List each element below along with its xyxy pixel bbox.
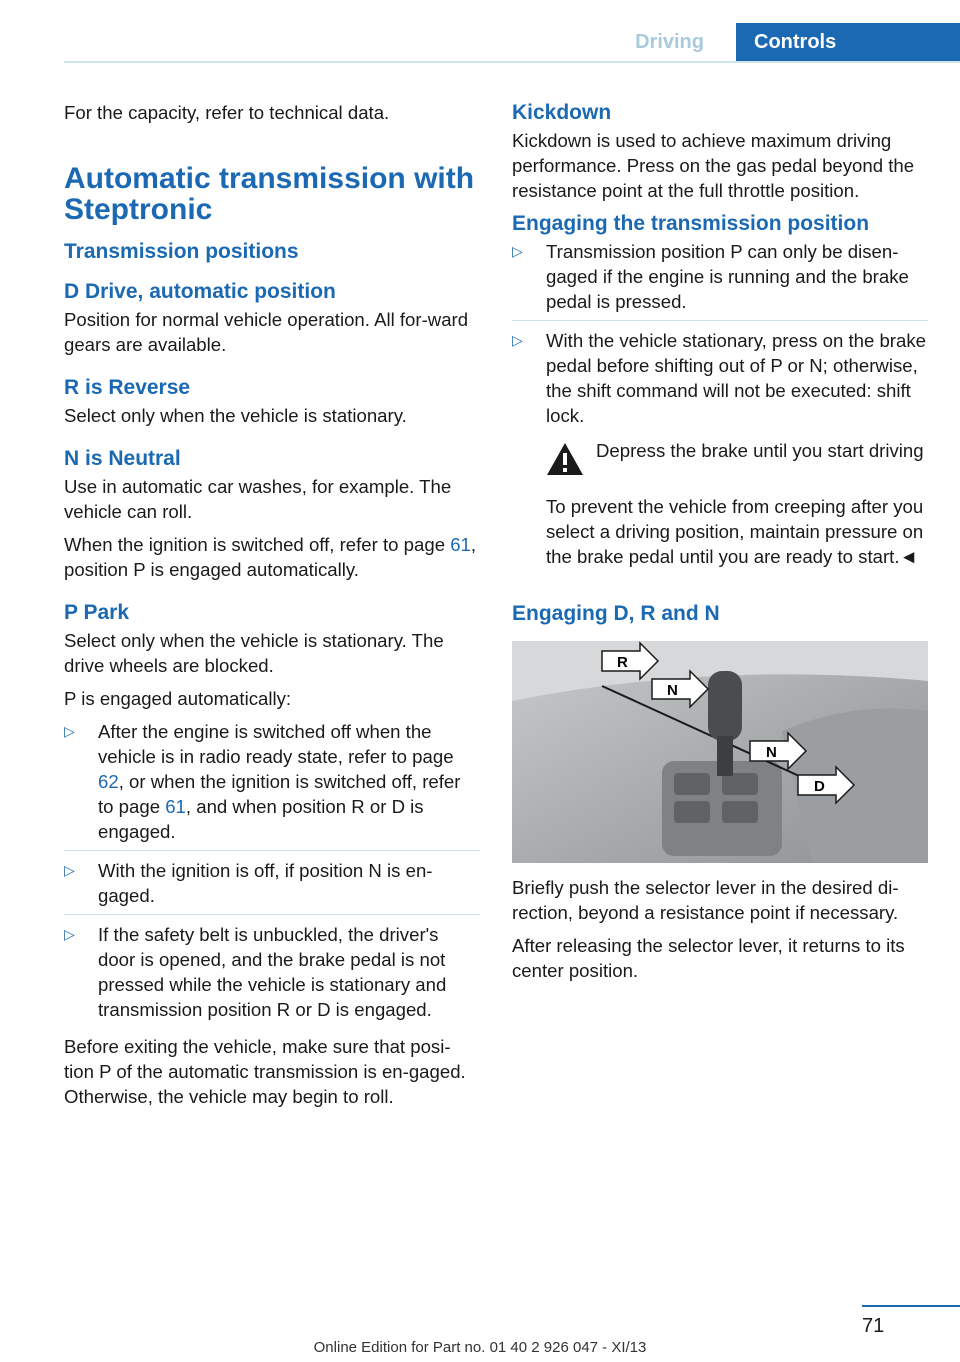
edition-footer: Online Edition for Part no. 01 40 2 926 047 - XI/13 <box>313 1339 647 1356</box>
page-number: 71 <box>862 1315 885 1337</box>
kickdown-heading: Kickdown <box>512 101 612 124</box>
warning-detail: To prevent the vehicle from creeping after you select a driving position, maintain pressure on the brake pedal until you are ready to start.◄ <box>546 496 924 567</box>
page-link-61[interactable]: 61 <box>450 534 471 555</box>
after-text-2: After releasing the selector lever, it returns to its center position. <box>512 935 905 981</box>
engage-heading: Engaging the transmission position <box>512 212 870 235</box>
closing-text: Before exiting the vehicle, make sure that posi-tion P of the automatic transmission is en-gaged. Otherwise, the vehicle may begin to roll. <box>64 1036 466 1107</box>
intro-text: For the capacity, refer to technical data. <box>64 102 390 123</box>
list-text: If the safety belt is unbuckled, the driver's door is opened, and the brake pedal is not pressed while the vehicle is stationary and transmission position R or D is engaged. <box>98 924 447 1020</box>
list-text: , and when position R or D is engaged. <box>98 796 424 842</box>
subsection-title: Transmission positions <box>64 240 299 263</box>
after-text-1: Briefly push the selector lever in the desired di-rection, beyond a resistance point if necessary. <box>512 877 899 923</box>
warning-text: Depress the brake until you start driving <box>596 440 924 461</box>
p-heading: P Park <box>64 601 129 624</box>
list-item <box>512 239 928 321</box>
list-text: , or when the ignition is switched off, refer to page <box>98 771 461 817</box>
list-text: With the vehicle stationary, press on the brake pedal before shifting out of P or N; otherwise, the shift command will not be executed: shift lock. <box>546 330 926 426</box>
n-text-2-part: When the ignition is switched off, refer to page <box>64 534 451 555</box>
d-text: Position for normal vehicle operation. All for-ward gears are available. <box>64 309 469 355</box>
selector-lever-figure <box>512 641 928 863</box>
section-title: Automatic transmission with Steptronic <box>64 162 475 226</box>
r-heading: R is Reverse <box>64 376 191 399</box>
dn-heading: Engaging D, R and N <box>512 602 720 625</box>
page-link-62[interactable]: 62 <box>98 771 119 792</box>
tab-controls[interactable]: Controls <box>736 23 960 61</box>
p-auto-text: P is engaged automatically: <box>64 688 292 709</box>
n-text: Use in automatic car washes, for example. The vehicle can roll. <box>64 476 452 522</box>
list-text: With the ignition is off, if position N is en-gaged. <box>98 860 433 906</box>
list-text: Transmission position P can only be disen-gaged if the engine is running and the brake pedal is pressed. <box>546 241 909 312</box>
figure-label-n: N <box>667 682 678 699</box>
footer-rule <box>862 1305 960 1307</box>
figure-label-n: N <box>766 744 777 761</box>
p-text: Select only when the vehicle is stationary. The drive wheels are blocked. <box>64 630 444 676</box>
warning-triangle-icon <box>546 442 584 476</box>
list-item <box>64 922 480 1028</box>
figure-label-d: D <box>814 778 825 795</box>
list-item <box>64 719 480 851</box>
header-rule <box>64 61 960 63</box>
page-link-61[interactable]: 61 <box>165 796 186 817</box>
left-column <box>64 100 480 1117</box>
triangle-right-icon: ▷ <box>64 926 75 942</box>
n-heading: N is Neutral <box>64 447 181 470</box>
d-heading: D Drive, automatic position <box>64 280 336 303</box>
list-text: After the engine is switched off when the vehicle is in radio ready state, refer to page <box>98 721 454 767</box>
engage-list <box>512 239 928 583</box>
tab-driving[interactable]: Driving <box>635 31 704 53</box>
r-text: Select only when the vehicle is stationary. <box>64 405 407 426</box>
triangle-right-icon: ▷ <box>512 243 523 259</box>
triangle-right-icon: ▷ <box>64 723 75 739</box>
n-text-2 <box>64 532 480 582</box>
warning-box <box>546 438 928 488</box>
right-column <box>512 100 928 991</box>
figure-label-r: R <box>617 654 628 671</box>
kickdown-text: Kickdown is used to achieve maximum driving performance. Press on the gas pedal beyond the resistance point at the full throttle position. <box>512 130 915 201</box>
list-item <box>512 328 928 583</box>
triangle-right-icon: ▷ <box>64 862 75 878</box>
list-item <box>64 858 480 915</box>
n-text-2-part: , position P is engaged automatically. <box>64 534 477 580</box>
p-conditions-list <box>64 719 480 1028</box>
triangle-right-icon: ▷ <box>512 332 523 348</box>
